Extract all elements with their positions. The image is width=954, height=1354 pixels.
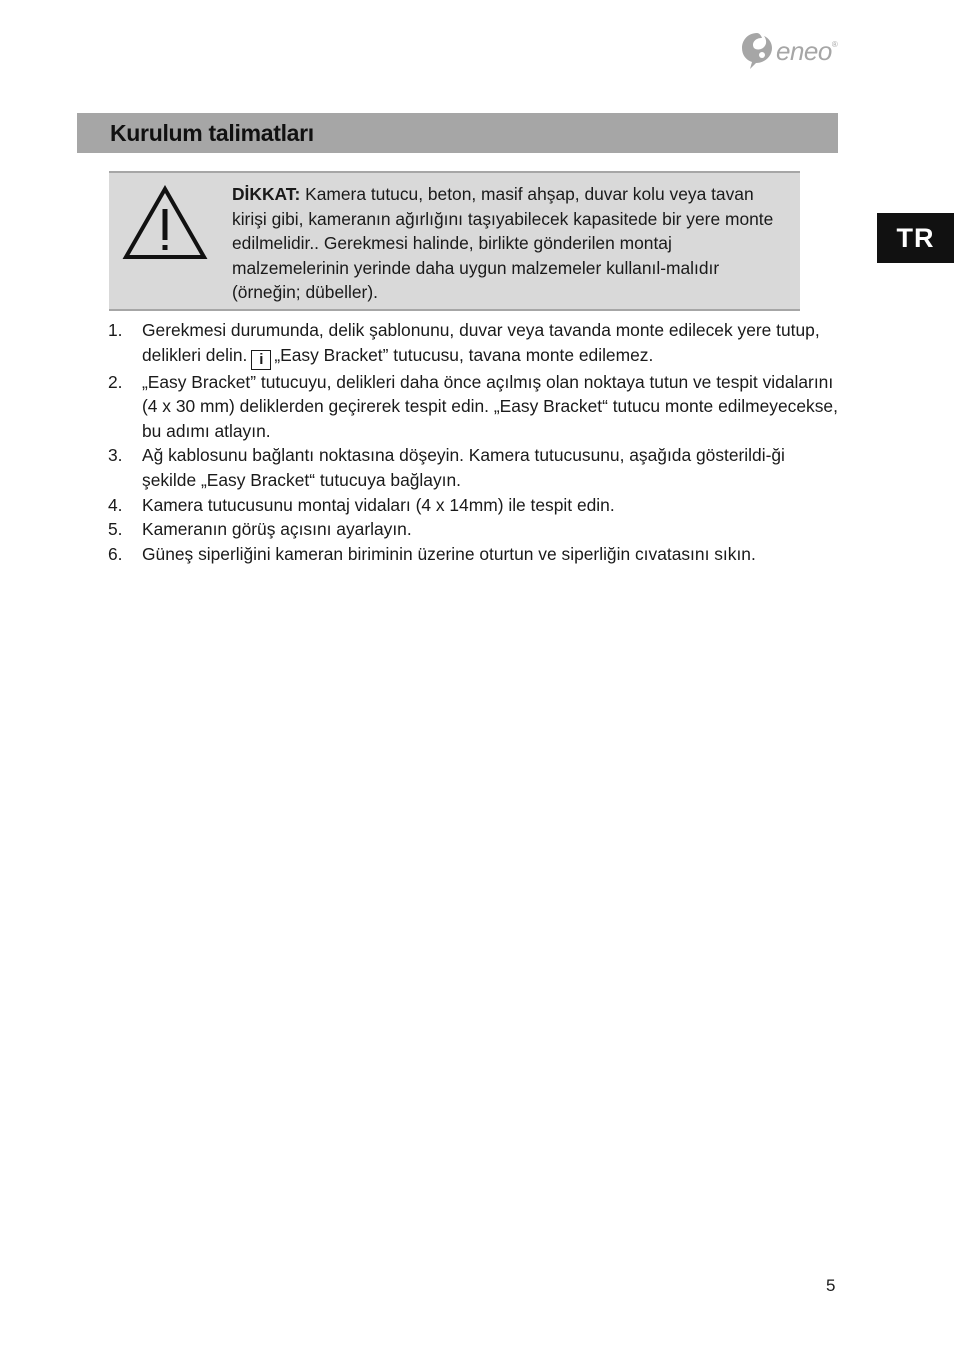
section-title: Kurulum talimatları bbox=[110, 119, 314, 146]
step-text: Ağ kablosunu bağlantı noktasına döşeyin. Kamera tutucusunu, aşağıda gösterildi-ği şekilde „Easy Bracket“ tutucuya bağlayın. bbox=[142, 445, 785, 490]
warning-body: Kamera tutucu, beton, masif ahşap, duvar kolu veya tavan kirişi gibi, kameranın ağırlığını taşıyabilecek kapasitede bir yere monte edilmelidir.. Gerekmesi halinde, birlikte gönderilen montaj malzemelerinin yerinde daha uygun malzemeler kullanıl-malıdır (örneğin; dübeller). bbox=[232, 184, 774, 303]
step-text: „Easy Bracket” tutucuyu, delikleri daha önce açılmış olan noktaya tutun ve tespit vidalarını (4 x 30 mm) deliklerden geçirerek tespit edin. „Easy Bracket“ tutucu monte edilmeyecekse, bu adımı atlayın. bbox=[142, 371, 838, 441]
list-item bbox=[108, 542, 843, 567]
list-item bbox=[108, 318, 843, 370]
warning-box bbox=[109, 171, 800, 311]
step-text: Kamera tutucusunu montaj vidaları (4 x 14mm) ile tespit edin. bbox=[142, 494, 615, 515]
info-icon: i bbox=[251, 350, 271, 370]
page-number: 5 bbox=[826, 1276, 836, 1295]
installation-steps bbox=[108, 318, 843, 566]
list-item bbox=[108, 443, 843, 492]
brand-name: eneo bbox=[776, 35, 832, 66]
brand-reg-mark: ® bbox=[831, 40, 838, 49]
list-item bbox=[108, 493, 843, 518]
step-number: 3. bbox=[108, 445, 123, 466]
step-number: 6. bbox=[108, 543, 123, 564]
step-number: 1. bbox=[108, 320, 123, 340]
warning-label: DİKKAT: bbox=[232, 184, 301, 204]
step-text-note: „Easy Bracket” tutucusu, tavana monte edilemez. bbox=[274, 344, 654, 365]
step-number: 5. bbox=[108, 519, 123, 540]
brand-logo bbox=[740, 30, 850, 72]
eneo-swirl-icon bbox=[740, 31, 774, 71]
step-text: Kameranın görüş açısını ayarlayın. bbox=[142, 519, 412, 540]
language-tab: TR bbox=[877, 213, 954, 263]
list-item bbox=[108, 370, 843, 444]
step-text: Gerekmesi durumunda, delik şablonunu, duvar veya tavanda monte edilecek yere tutup, delikleri delin. bbox=[142, 320, 820, 365]
section-header-bar bbox=[77, 113, 838, 153]
step-text: Güneş siperliğini kameran biriminin üzerine oturtun ve siperliğin cıvatasını sıkın. bbox=[142, 543, 756, 564]
list-item bbox=[108, 517, 843, 542]
step-number: 2. bbox=[108, 371, 123, 392]
step-number: 4. bbox=[108, 494, 123, 515]
warning-text bbox=[232, 182, 792, 305]
warning-triangle-icon bbox=[122, 185, 208, 261]
